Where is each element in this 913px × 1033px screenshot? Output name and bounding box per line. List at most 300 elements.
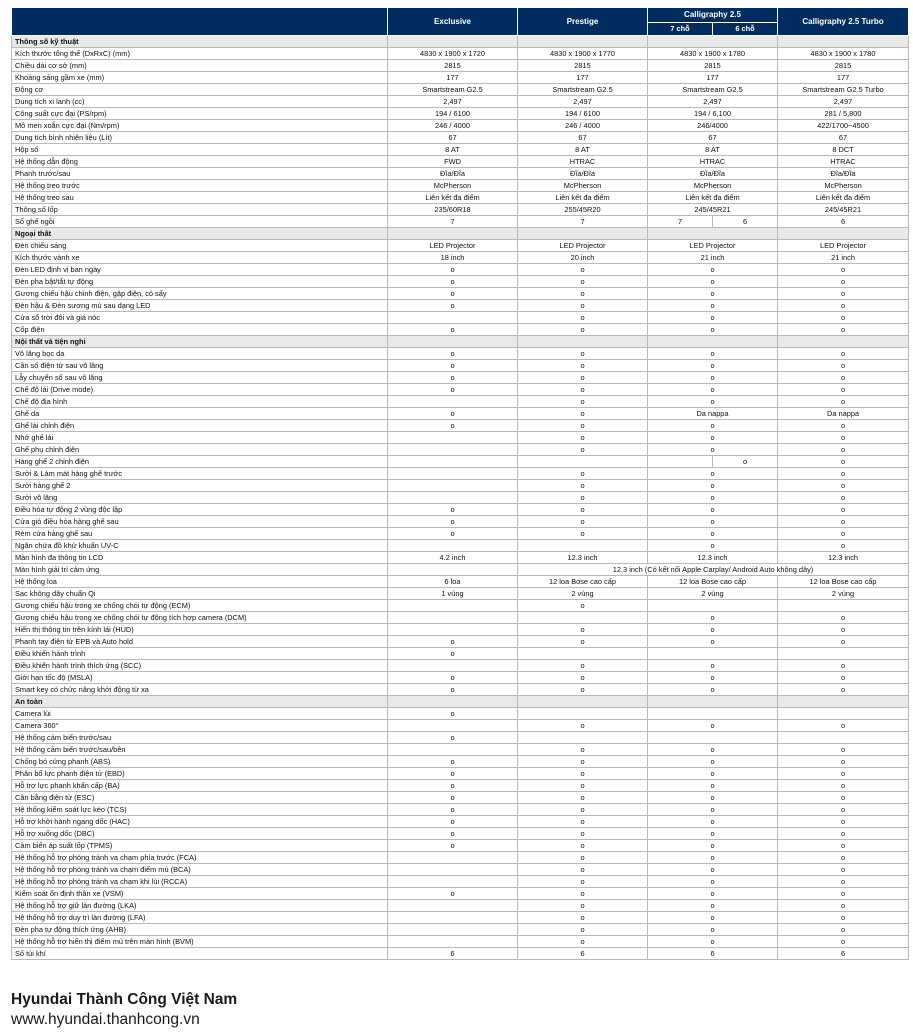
- spec-value-exclusive: o: [388, 756, 518, 768]
- spec-value-prestige: o: [518, 792, 648, 804]
- spec-value-prestige: o: [518, 528, 648, 540]
- spec-value-calligraphy: o: [648, 468, 778, 480]
- footer: [11, 990, 237, 1030]
- spec-value-exclusive: 194 / 6100: [388, 108, 518, 120]
- spec-value-calligraphy-turbo: o: [778, 744, 909, 756]
- spec-row: [12, 768, 909, 780]
- spec-value-calligraphy-turbo: o: [778, 288, 909, 300]
- spec-value-prestige: o: [518, 276, 648, 288]
- spec-value-calligraphy: [648, 648, 778, 660]
- spec-value-calligraphy-6: o: [713, 456, 778, 468]
- spec-value-prestige: [518, 648, 648, 660]
- spec-value-calligraphy: LED Projector: [648, 240, 778, 252]
- spec-value-exclusive: o: [388, 528, 518, 540]
- spec-value-calligraphy-turbo: [778, 600, 909, 612]
- spec-value-exclusive: [388, 396, 518, 408]
- section-row: [12, 336, 909, 348]
- spec-value-calligraphy-turbo: o: [778, 324, 909, 336]
- spec-label: Đèn hậu & Đèn sương mù sau dạng LED: [12, 300, 388, 312]
- spec-row: [12, 168, 909, 180]
- spec-label: Công suất cực đại (PS/rpm): [12, 108, 388, 120]
- spec-value-exclusive: [388, 924, 518, 936]
- spec-label: Phanh trước/sau: [12, 168, 388, 180]
- spec-label: Đèn pha tự động thích ứng (AHB): [12, 924, 388, 936]
- spec-label: Ghế lái chỉnh điện: [12, 420, 388, 432]
- spec-value-exclusive: LED Projector: [388, 240, 518, 252]
- spec-label: Hệ thống treo trước: [12, 180, 388, 192]
- spec-value-exclusive: [388, 600, 518, 612]
- spec-row: [12, 288, 909, 300]
- spec-value-exclusive: [388, 468, 518, 480]
- spec-label: Hệ thống treo sau: [12, 192, 388, 204]
- spec-value-exclusive: 246 / 4000: [388, 120, 518, 132]
- spec-value-exclusive: o: [388, 828, 518, 840]
- spec-value-prestige: o: [518, 396, 648, 408]
- spec-row: [12, 648, 909, 660]
- spec-value-calligraphy-turbo: o: [778, 432, 909, 444]
- spec-value-calligraphy-turbo: 245/45R21: [778, 204, 909, 216]
- spec-label: Phanh tay điện tử EPB và Auto hold: [12, 636, 388, 648]
- spec-value-exclusive: [388, 876, 518, 888]
- spec-label: Hệ thống hỗ trợ giữ làn đường (LKA): [12, 900, 388, 912]
- spec-row: [12, 888, 909, 900]
- spec-row: [12, 732, 909, 744]
- spec-value-calligraphy-turbo: 21 inch: [778, 252, 909, 264]
- spec-value-prestige: 177: [518, 72, 648, 84]
- spec-row: [12, 660, 909, 672]
- spec-value-prestige: o: [518, 480, 648, 492]
- spec-row: [12, 540, 909, 552]
- spec-row: [12, 840, 909, 852]
- spec-value-calligraphy-turbo: o: [778, 912, 909, 924]
- spec-label: Ghế phụ chỉnh điện: [12, 444, 388, 456]
- spec-value-calligraphy: [648, 708, 778, 720]
- spec-value-calligraphy: o: [648, 396, 778, 408]
- spec-value-calligraphy-turbo: o: [778, 312, 909, 324]
- spec-value-calligraphy: o: [648, 324, 778, 336]
- spec-value-calligraphy: McPherson: [648, 180, 778, 192]
- spec-value-calligraphy: o: [648, 420, 778, 432]
- spec-value-calligraphy-turbo: o: [778, 504, 909, 516]
- spec-value-calligraphy: o: [648, 264, 778, 276]
- spec-row: [12, 792, 909, 804]
- spec-value-prestige: 2,497: [518, 96, 648, 108]
- spec-value-prestige: 8 AT: [518, 144, 648, 156]
- spec-row: [12, 204, 909, 216]
- spec-value-calligraphy-turbo: McPherson: [778, 180, 909, 192]
- spec-label: Mô men xoắn cực đại (Nm/rpm): [12, 120, 388, 132]
- spec-value-exclusive: [388, 936, 518, 948]
- spec-value-exclusive: McPherson: [388, 180, 518, 192]
- spec-row: [12, 48, 909, 60]
- spec-label: Sưởi vô lăng: [12, 492, 388, 504]
- spec-value-calligraphy: o: [648, 624, 778, 636]
- spec-table-header: [12, 8, 909, 36]
- spec-value-prestige: o: [518, 312, 648, 324]
- header-seats-6: 6 chỗ: [713, 23, 778, 36]
- spec-value-calligraphy-turbo: o: [778, 516, 909, 528]
- spec-label: Camera lùi: [12, 708, 388, 720]
- spec-value-calligraphy-turbo: 2815: [778, 60, 909, 72]
- spec-value-exclusive: 7: [388, 216, 518, 228]
- spec-label: Điều khiển hành trình thích ứng (SCC): [12, 660, 388, 672]
- spec-value-prestige: o: [518, 492, 648, 504]
- spec-label: Dung tích bình nhiên liệu (Lít): [12, 132, 388, 144]
- spec-value-calligraphy-turbo: 177: [778, 72, 909, 84]
- spec-value-calligraphy: o: [648, 816, 778, 828]
- spec-value-calligraphy: 21 inch: [648, 252, 778, 264]
- spec-value-prestige: 246 / 4000: [518, 120, 648, 132]
- spec-label: Sưởi hàng ghế 2: [12, 480, 388, 492]
- spec-value-exclusive: o: [388, 408, 518, 420]
- spec-value-calligraphy: o: [648, 900, 778, 912]
- spec-label: Hỗ trợ lực phanh khẩn cấp (BA): [12, 780, 388, 792]
- spec-value-prestige: o: [518, 780, 648, 792]
- spec-value-exclusive: [388, 444, 518, 456]
- spec-value-exclusive: o: [388, 300, 518, 312]
- spec-value-exclusive: 18 inch: [388, 252, 518, 264]
- spec-row: [12, 276, 909, 288]
- spec-value-calligraphy: Da nappa: [648, 408, 778, 420]
- spec-value-exclusive: 235/60R18: [388, 204, 518, 216]
- spec-row: [12, 504, 909, 516]
- spec-value-calligraphy-turbo: o: [778, 876, 909, 888]
- spec-value-exclusive: o: [388, 264, 518, 276]
- spec-value-calligraphy: o: [648, 888, 778, 900]
- spec-value-prestige: Smartstream G2.5: [518, 84, 648, 96]
- spec-label: Cửa sổ trời đôi và giá nóc: [12, 312, 388, 324]
- spec-row: [12, 948, 909, 960]
- spec-row: [12, 588, 909, 600]
- spec-value-calligraphy-turbo: o: [778, 300, 909, 312]
- spec-value-calligraphy: 245/45R21: [648, 204, 778, 216]
- spec-table: [11, 7, 909, 960]
- spec-value-calligraphy-turbo: 12.3 inch: [778, 552, 909, 564]
- section-blank-cell: [388, 36, 518, 48]
- spec-value-calligraphy-turbo: 12 loa Bose cao cấp: [778, 576, 909, 588]
- spec-value-prestige: 20 inch: [518, 252, 648, 264]
- spec-value-calligraphy-turbo: o: [778, 660, 909, 672]
- spec-value-calligraphy: HTRAC: [648, 156, 778, 168]
- spec-value-exclusive: Đĩa/Đĩa: [388, 168, 518, 180]
- section-row: [12, 228, 909, 240]
- spec-value-calligraphy-turbo: o: [778, 780, 909, 792]
- spec-value-exclusive: [388, 900, 518, 912]
- spec-value-exclusive: 4.2 inch: [388, 552, 518, 564]
- spec-value-calligraphy: o: [648, 672, 778, 684]
- spec-label: Ngăn chứa đồ khử khuẩn UV-C: [12, 540, 388, 552]
- spec-value-calligraphy: o: [648, 804, 778, 816]
- spec-value-calligraphy-turbo: 8 DCT: [778, 144, 909, 156]
- spec-row: [12, 372, 909, 384]
- spec-value-calligraphy-turbo: [778, 732, 909, 744]
- spec-value-exclusive: o: [388, 804, 518, 816]
- spec-value-calligraphy: o: [648, 348, 778, 360]
- spec-label: Sạc không dây chuẩn Qi: [12, 588, 388, 600]
- spec-value-calligraphy: o: [648, 276, 778, 288]
- spec-row: [12, 60, 909, 72]
- spec-value-calligraphy-turbo: o: [778, 540, 909, 552]
- spec-row: [12, 120, 909, 132]
- spec-value-prestige: o: [518, 348, 648, 360]
- spec-value-prestige: 12.3 inch: [518, 552, 648, 564]
- spec-label: Hệ thống cảm biến trước/sau/bên: [12, 744, 388, 756]
- spec-label: Hệ thống hỗ trợ phòng tránh va chạm điểm mù (BCA): [12, 864, 388, 876]
- spec-value-calligraphy-turbo: o: [778, 468, 909, 480]
- spec-row: [12, 720, 909, 732]
- spec-value-calligraphy: 246/4000: [648, 120, 778, 132]
- spec-value-calligraphy: o: [648, 792, 778, 804]
- spec-value-exclusive: o: [388, 816, 518, 828]
- spec-value-calligraphy-turbo: o: [778, 420, 909, 432]
- spec-value-exclusive: o: [388, 276, 518, 288]
- spec-value-calligraphy: o: [648, 432, 778, 444]
- spec-value-calligraphy-turbo: o: [778, 396, 909, 408]
- spec-row: [12, 684, 909, 696]
- spec-value-calligraphy-turbo: o: [778, 684, 909, 696]
- spec-row: [12, 828, 909, 840]
- spec-label: Hệ thống loa: [12, 576, 388, 588]
- spec-value-calligraphy-turbo: o: [778, 348, 909, 360]
- spec-row: [12, 180, 909, 192]
- spec-value-calligraphy-turbo: HTRAC: [778, 156, 909, 168]
- spec-row: [12, 240, 909, 252]
- spec-value-prestige: Đĩa/Đĩa: [518, 168, 648, 180]
- spec-label: Hộp số: [12, 144, 388, 156]
- spec-value-prestige: [518, 732, 648, 744]
- section-title: Thông số kỹ thuật: [12, 36, 388, 48]
- spec-value-prestige: o: [518, 804, 648, 816]
- spec-value-calligraphy: o: [648, 480, 778, 492]
- spec-label: Đèn LED định vị ban ngày: [12, 264, 388, 276]
- spec-value-exclusive: o: [388, 288, 518, 300]
- spec-value-exclusive: o: [388, 708, 518, 720]
- spec-row: [12, 924, 909, 936]
- spec-value-exclusive: [388, 480, 518, 492]
- spec-row: [12, 552, 909, 564]
- spec-row: [12, 600, 909, 612]
- spec-value-calligraphy-turbo: 2,497: [778, 96, 909, 108]
- spec-value-prestige: 6: [518, 948, 648, 960]
- spec-value-prestige: o: [518, 900, 648, 912]
- spec-value-calligraphy-turbo: o: [778, 720, 909, 732]
- spec-label: Cảm biến áp suất lốp (TPMS): [12, 840, 388, 852]
- spec-value-calligraphy-turbo: o: [778, 528, 909, 540]
- spec-value-calligraphy: o: [648, 300, 778, 312]
- spec-label: Hiển thị thông tin trên kính lái (HUD): [12, 624, 388, 636]
- spec-value-exclusive: 2,497: [388, 96, 518, 108]
- spec-value-calligraphy-turbo: [778, 708, 909, 720]
- spec-value-exclusive: o: [388, 732, 518, 744]
- spec-label: Thông số lốp: [12, 204, 388, 216]
- spec-value-calligraphy-turbo: o: [778, 792, 909, 804]
- spec-value-calligraphy: o: [648, 720, 778, 732]
- spec-label: Cần số điện tử sau vô lăng: [12, 360, 388, 372]
- spec-value-prestige: LED Projector: [518, 240, 648, 252]
- spec-row: [12, 612, 909, 624]
- spec-value-calligraphy-7: [648, 456, 713, 468]
- spec-label: Điều khiển hành trình: [12, 648, 388, 660]
- spec-value-calligraphy-turbo: o: [778, 624, 909, 636]
- spec-value-calligraphy: o: [648, 780, 778, 792]
- spec-row: [12, 744, 909, 756]
- spec-label: Hệ thống hỗ trợ hiển thị điểm mù trên màn hình (BVM): [12, 936, 388, 948]
- spec-value-calligraphy: o: [648, 660, 778, 672]
- spec-value-prestige: o: [518, 852, 648, 864]
- spec-label: Kích thước tổng thể (DxRxC) (mm): [12, 48, 388, 60]
- spec-value-exclusive: [388, 456, 518, 468]
- section-row: [12, 36, 909, 48]
- spec-label: Số ghế ngồi: [12, 216, 388, 228]
- spec-label: Gương chiếu hậu trong xe chống chói tự động tích hợp camera (DCM): [12, 612, 388, 624]
- spec-label: Chế độ lái (Drive mode): [12, 384, 388, 396]
- spec-label: Dung tích xi lanh (cc): [12, 96, 388, 108]
- spec-value-exclusive: 6 loa: [388, 576, 518, 588]
- spec-value-prestige: o: [518, 684, 648, 696]
- spec-label: Màn hình đa thông tin LCD: [12, 552, 388, 564]
- spec-label: Cốp điện: [12, 324, 388, 336]
- spec-row: [12, 480, 909, 492]
- spec-value-prestige: [518, 612, 648, 624]
- spec-value-calligraphy-turbo: o: [778, 264, 909, 276]
- spec-row: [12, 444, 909, 456]
- spec-value-prestige: o: [518, 288, 648, 300]
- spec-value-exclusive: 4830 x 1900 x 1720: [388, 48, 518, 60]
- spec-label: Hệ thống kiểm soát lực kéo (TCS): [12, 804, 388, 816]
- spec-value-exclusive: [388, 744, 518, 756]
- spec-value-exclusive: [388, 612, 518, 624]
- spec-value-calligraphy-turbo: o: [778, 900, 909, 912]
- spec-value-calligraphy: 177: [648, 72, 778, 84]
- spec-value-calligraphy-turbo: o: [778, 612, 909, 624]
- spec-row: [12, 468, 909, 480]
- spec-value-calligraphy-turbo: o: [778, 672, 909, 684]
- spec-label: Hệ thống dẫn động: [12, 156, 388, 168]
- section-blank-cell: [518, 228, 648, 240]
- spec-value-calligraphy-turbo: o: [778, 444, 909, 456]
- spec-label: Hỗ trợ khởi hành ngang dốc (HAC): [12, 816, 388, 828]
- spec-label: Camera 360°: [12, 720, 388, 732]
- spec-value-prestige: Liên kết đa điểm: [518, 192, 648, 204]
- spec-row: [12, 144, 909, 156]
- section-title: Ngoại thất: [12, 228, 388, 240]
- spec-value-prestige: o: [518, 912, 648, 924]
- spec-value-prestige: 12 loa Bose cao cấp: [518, 576, 648, 588]
- spec-label: Đèn pha bật/tắt tự động: [12, 276, 388, 288]
- spec-value-calligraphy-turbo: 4830 x 1900 x 1780: [778, 48, 909, 60]
- spec-value-calligraphy: Smartstream G2.5: [648, 84, 778, 96]
- spec-value-calligraphy-turbo: o: [778, 840, 909, 852]
- spec-value-calligraphy-turbo: o: [778, 756, 909, 768]
- spec-value-calligraphy: 2815: [648, 60, 778, 72]
- spec-value-span: 12.3 inch (Có kết nối Apple Carplay/ Android Auto không dây): [518, 564, 909, 576]
- spec-value-exclusive: o: [388, 384, 518, 396]
- spec-row: [12, 708, 909, 720]
- spec-value-exclusive: [388, 540, 518, 552]
- spec-row: [12, 360, 909, 372]
- spec-value-calligraphy: o: [648, 852, 778, 864]
- spec-value-exclusive: 6: [388, 948, 518, 960]
- spec-value-calligraphy: [648, 732, 778, 744]
- spec-row: [12, 564, 909, 576]
- spec-value-calligraphy: o: [648, 876, 778, 888]
- spec-value-prestige: o: [518, 600, 648, 612]
- header-seats-7: 7 chỗ: [648, 23, 713, 36]
- spec-label: Màn hình giải trí cảm ứng: [12, 564, 388, 576]
- spec-row: [12, 108, 909, 120]
- section-blank-cell: [388, 336, 518, 348]
- spec-value-calligraphy: o: [648, 528, 778, 540]
- spec-row: [12, 264, 909, 276]
- spec-value-calligraphy-turbo: o: [778, 480, 909, 492]
- spec-value-exclusive: o: [388, 324, 518, 336]
- spec-value-exclusive: o: [388, 420, 518, 432]
- spec-value-calligraphy-turbo: o: [778, 384, 909, 396]
- spec-value-exclusive: 177: [388, 72, 518, 84]
- spec-value-exclusive: [388, 720, 518, 732]
- spec-label: Hệ thống hỗ trợ phòng tránh va chạm phía trước (FCA): [12, 852, 388, 864]
- spec-row: [12, 780, 909, 792]
- spec-row: [12, 84, 909, 96]
- spec-value-prestige: [518, 708, 648, 720]
- spec-row: [12, 672, 909, 684]
- spec-row: [12, 876, 909, 888]
- spec-label: Giới hạn tốc độ (MSLA): [12, 672, 388, 684]
- spec-value-calligraphy: 2 vùng: [648, 588, 778, 600]
- spec-value-calligraphy: 67: [648, 132, 778, 144]
- spec-value-calligraphy: Liên kết đa điểm: [648, 192, 778, 204]
- spec-value-calligraphy: o: [648, 312, 778, 324]
- spec-label: Cửa gió điều hòa hàng ghế sau: [12, 516, 388, 528]
- spec-row: [12, 420, 909, 432]
- spec-label: Kích thước vành xe: [12, 252, 388, 264]
- spec-label: Hệ thống cảm biến trước/sau: [12, 732, 388, 744]
- spec-value-exclusive: [388, 864, 518, 876]
- spec-value-calligraphy: o: [648, 372, 778, 384]
- spec-row: [12, 252, 909, 264]
- spec-value-calligraphy: o: [648, 492, 778, 504]
- spec-value-calligraphy: o: [648, 756, 778, 768]
- spec-label: Lẫy chuyển số sau vô lăng: [12, 372, 388, 384]
- spec-value-prestige: o: [518, 756, 648, 768]
- spec-value-calligraphy-turbo: Đĩa/Đĩa: [778, 168, 909, 180]
- spec-label: Gương chiếu hậu chỉnh điện, gập điện, có sấy: [12, 288, 388, 300]
- spec-value-prestige: o: [518, 840, 648, 852]
- spec-value-prestige: o: [518, 444, 648, 456]
- spec-value-prestige: o: [518, 300, 648, 312]
- spec-value-prestige: o: [518, 636, 648, 648]
- spec-value-calligraphy-7: 7: [648, 216, 713, 228]
- spec-value-calligraphy-turbo: o: [778, 768, 909, 780]
- spec-row: [12, 516, 909, 528]
- spec-value-calligraphy: o: [648, 912, 778, 924]
- spec-value-exclusive: o: [388, 372, 518, 384]
- spec-value-exclusive: 67: [388, 132, 518, 144]
- spec-row: [12, 756, 909, 768]
- spec-label: Động cơ: [12, 84, 388, 96]
- spec-value-prestige: o: [518, 468, 648, 480]
- spec-value-calligraphy-turbo: 281 / 5,800: [778, 108, 909, 120]
- spec-value-exclusive: [388, 852, 518, 864]
- section-blank-cell: [388, 696, 518, 708]
- spec-value-calligraphy: 6: [648, 948, 778, 960]
- spec-row: [12, 348, 909, 360]
- spec-row: [12, 456, 909, 468]
- spec-value-calligraphy: o: [648, 516, 778, 528]
- section-title: Nội thất và tiện nghi: [12, 336, 388, 348]
- spec-label: Hệ thống hỗ trợ phòng tránh va chạm khi lùi (RCCA): [12, 876, 388, 888]
- spec-value-exclusive: FWD: [388, 156, 518, 168]
